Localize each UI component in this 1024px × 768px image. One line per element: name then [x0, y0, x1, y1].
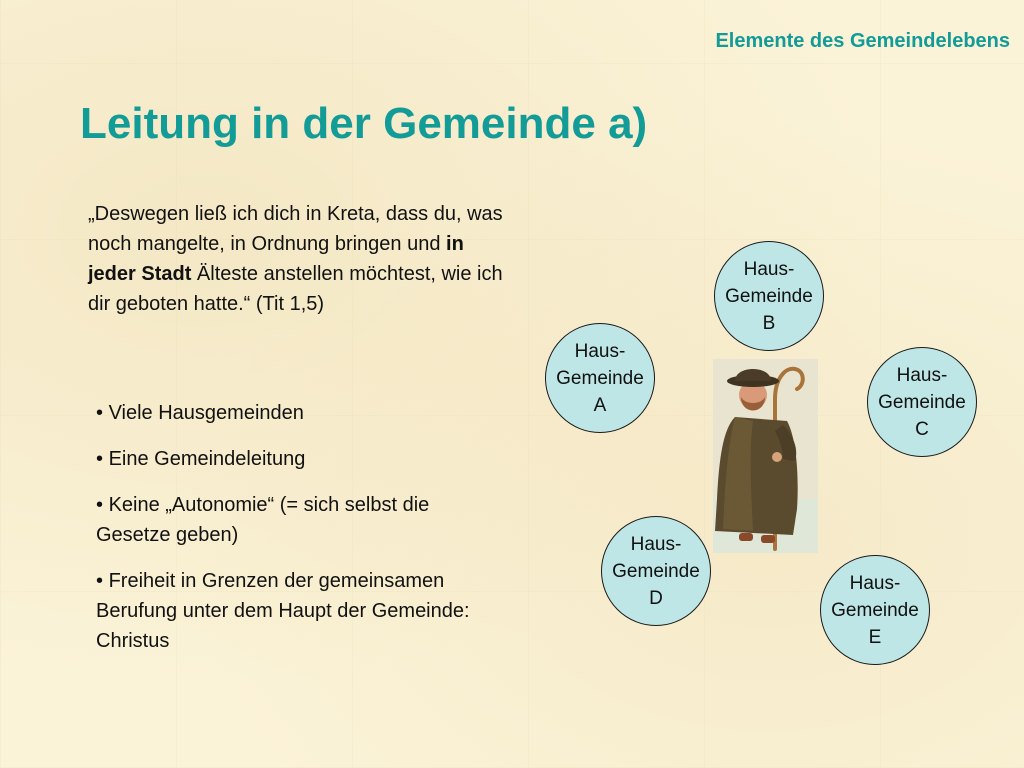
house-church-line2: Gemeinde — [556, 367, 644, 389]
slide-title: Leitung in der Gemeinde a) — [80, 99, 648, 148]
house-church-letter: D — [649, 587, 663, 609]
quote-text-start: „Deswegen ließ ich dich in Kreta, dass du, was noch mangelte, in Ordnung bringen und — [88, 203, 503, 255]
header-label: Elemente des Gemeindelebens — [715, 30, 1010, 52]
house-church-line1: Haus- — [849, 572, 901, 594]
house-church-letter: A — [593, 394, 607, 416]
house-church-letter: C — [915, 418, 929, 440]
bullet-item: • Keine „Autonomie“ (= sich selbst die Gesetze geben) — [96, 490, 496, 550]
house-church-line1: Haus- — [574, 340, 626, 362]
bible-quote — [88, 199, 508, 319]
quote-text-bold: in jeder Stadt — [88, 233, 464, 285]
quote-text-end: Älteste anstellen möchtest, wie ich dir geboten hatte.“ (Tit 1,5) — [88, 263, 503, 315]
bullet-item: • Freiheit in Grenzen der gemeinsamen Berufung unter dem Haupt der Gemeinde: Christus — [96, 566, 496, 656]
house-church-letter: E — [868, 626, 882, 648]
house-church-line2: Gemeinde — [725, 285, 813, 307]
house-church-line2: Gemeinde — [612, 560, 700, 582]
house-church-line2: Gemeinde — [831, 599, 919, 621]
house-church-line1: Haus- — [896, 364, 948, 386]
house-church-line1: Haus- — [630, 533, 682, 555]
house-church-e — [820, 555, 930, 665]
bullet-list — [96, 398, 496, 672]
house-church-letter: B — [762, 312, 776, 334]
bullet-item: • Viele Hausgemeinden — [96, 398, 496, 428]
house-church-c — [867, 347, 977, 457]
shepherd-illustration — [713, 359, 818, 553]
house-church-a — [545, 323, 655, 433]
house-church-d — [601, 516, 711, 626]
house-church-line2: Gemeinde — [878, 391, 966, 413]
bullet-item: • Eine Gemeindeleitung — [96, 444, 496, 474]
house-church-line1: Haus- — [743, 258, 795, 280]
house-church-b — [714, 241, 824, 351]
